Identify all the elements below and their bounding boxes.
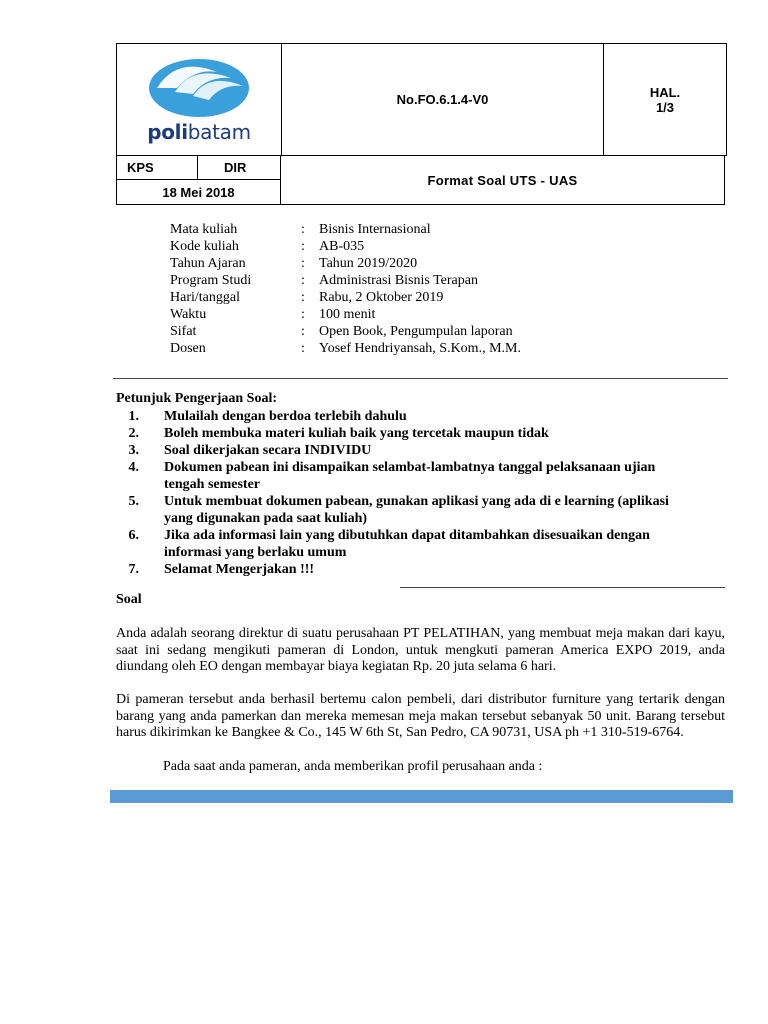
list-item: 2. Boleh membuka materi kuliah baik yang tercetak maupun tidak bbox=[128, 426, 549, 441]
list-item: 3. Soal dikerjakan secara INDIVIDU bbox=[128, 443, 372, 458]
page-label: HAL. bbox=[649, 84, 681, 100]
info-row: Kode kuliah : AB-035 bbox=[170, 239, 365, 254]
info-row: Dosen : Yosef Hendriyansah, S.Kom., M.M. bbox=[170, 341, 521, 356]
accent-bar bbox=[110, 790, 733, 803]
polibatam-logo-icon bbox=[147, 58, 251, 118]
info-row: Program Studi : Administrasi Bisnis Terapan bbox=[170, 273, 478, 288]
list-item: 1. Mulailah dengan berdoa terlebih dahulu bbox=[128, 409, 407, 424]
course-info bbox=[170, 221, 521, 357]
info-value: AB-035 bbox=[319, 239, 365, 254]
question-paragraph: Pada saat anda pameran, anda memberikan profil perusahaan anda : bbox=[163, 759, 543, 774]
dir-label: DIR bbox=[198, 156, 281, 180]
info-value: Tahun 2019/2020 bbox=[319, 256, 418, 271]
instructions-title: Petunjuk Pengerjaan Soal: bbox=[116, 391, 277, 406]
info-value: Bisnis Internasional bbox=[319, 222, 431, 237]
revision-date: 18 Mei 2018 bbox=[117, 180, 281, 205]
list-item: 5. Untuk membuat dokumen pabean, gunakan aplikasi yang ada di e learning (aplikasi yang digunakan pada saat kuliah) bbox=[128, 494, 669, 526]
logo-cell bbox=[117, 44, 282, 156]
instructions-list bbox=[116, 408, 676, 578]
question-paragraph: Di pameran tersebut anda berhasil bertemu calon pembeli, dari distributor furniture yang tertarik dengan barang yang anda pamerkan dan mereka memesan meja makan tersebut sebanyak 50 unit. Barang tersebut harus dikirimkan ke Bangkee & Co., 145 W 6th St, San Pedro, CA 90731, USA ph +1 310-519-6764. bbox=[116, 692, 725, 740]
list-item: 4. Dokumen pabean ini disampaikan selambat-lambatnya tanggal pelaksanaan ujian tengah semester bbox=[128, 460, 656, 492]
info-value: 100 menit bbox=[319, 307, 376, 322]
document-subheader-table bbox=[116, 155, 725, 205]
info-row: Hari/tanggal : Rabu, 2 Oktober 2019 bbox=[170, 290, 444, 305]
info-row: Sifat : Open Book, Pengumpulan laporan bbox=[170, 324, 513, 339]
section-divider bbox=[113, 378, 728, 379]
info-row: Waktu : 100 menit bbox=[170, 307, 376, 322]
section-divider bbox=[400, 587, 725, 588]
info-value: Open Book, Pengumpulan laporan bbox=[319, 324, 513, 339]
info-row: Mata kuliah : Bisnis Internasional bbox=[170, 222, 431, 237]
doc-code: No.FO.6.1.4-V0 bbox=[282, 44, 604, 156]
logo-wordmark: polibatam bbox=[147, 120, 251, 144]
page-indicator bbox=[604, 44, 727, 156]
document-header-table bbox=[116, 43, 727, 156]
question-paragraph: Anda adalah seorang direktur di suatu perusahaan PT PELATIHAN, yang membuat meja makan dari kayu, saat ini sedang mengikuti pameran di London, untuk mengkuti pameran America EXPO 2019, anda diundang oleh EO dengan membayar biaya kegiatan Rp. 20 juta selama 6 hari. bbox=[116, 626, 725, 674]
info-value: Administrasi Bisnis Terapan bbox=[319, 273, 478, 288]
info-row: Tahun Ajaran : Tahun 2019/2020 bbox=[170, 256, 418, 271]
info-value: Yosef Hendriyansah, S.Kom., M.M. bbox=[319, 341, 521, 356]
info-value: Rabu, 2 Oktober 2019 bbox=[319, 290, 444, 305]
kps-label: KPS bbox=[117, 156, 198, 180]
list-item: 7. Selamat Mengerjakan !!! bbox=[128, 562, 315, 577]
page-number: 1/3 bbox=[655, 99, 675, 115]
list-item: 6. Jika ada informasi lain yang dibutuhkan dapat ditambahkan disesuaikan dengan informasi yang berlaku umum bbox=[128, 528, 650, 560]
question-title: Soal bbox=[116, 592, 142, 607]
format-title: Format Soal UTS - UAS bbox=[281, 156, 725, 205]
